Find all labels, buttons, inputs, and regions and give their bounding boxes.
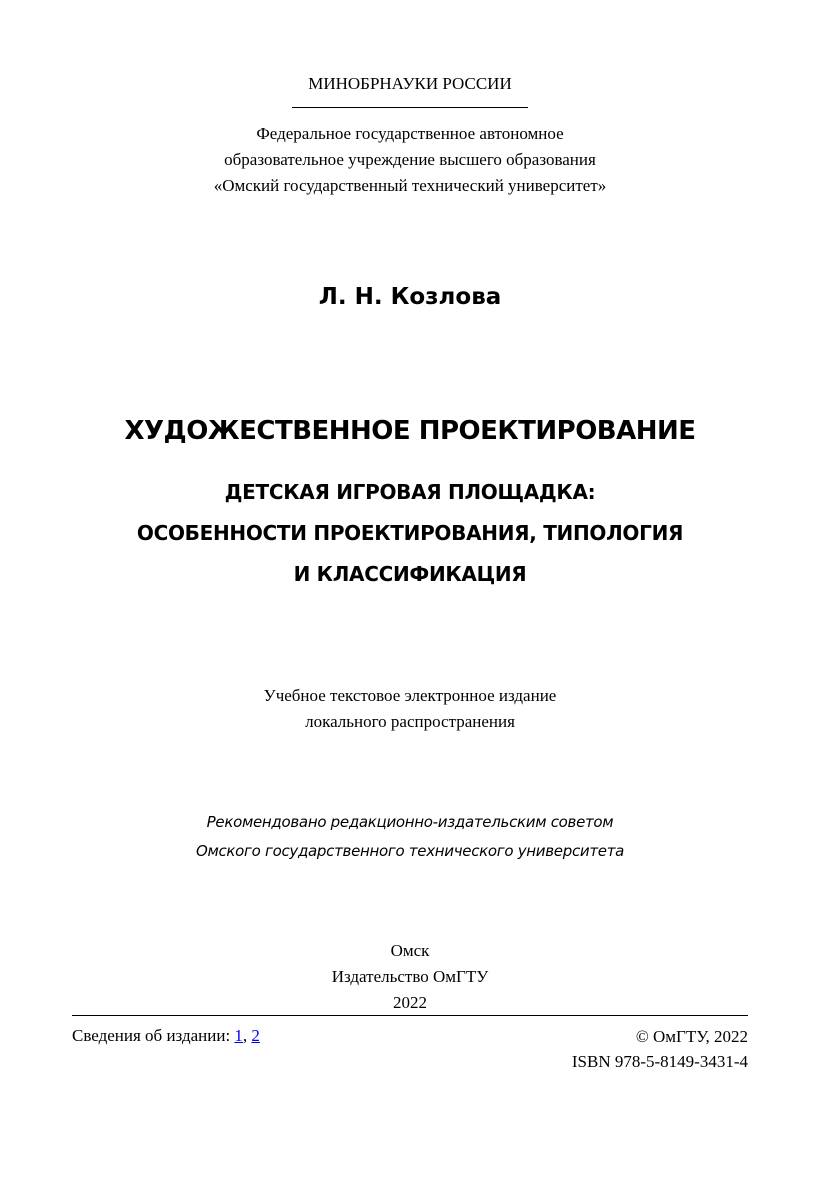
subtitle-line-3: И КЛАССИФИКАЦИЯ — [293, 562, 527, 586]
author-name: Л. Н. Козлова — [318, 284, 502, 310]
subtitle-line-2: ОСОБЕННОСТИ ПРОЕКТИРОВАНИЯ, ТИПОЛОГИЯ — [136, 521, 684, 545]
imprint-publisher: Издательство ОмГТУ — [331, 967, 489, 986]
book-title: ХУДОЖЕСТВЕННОЕ ПРОЕКТИРОВАНИЕ — [124, 416, 696, 446]
edition-info-link-2[interactable]: 2 — [251, 1026, 260, 1045]
edition-info — [72, 1024, 260, 1048]
copyright-block — [572, 1024, 748, 1074]
edition-info-link-1[interactable]: 1 — [234, 1026, 243, 1045]
institution-block — [0, 121, 820, 199]
copyright: © ОмГТУ, 2022 — [635, 1027, 748, 1046]
ministry-underline — [292, 107, 528, 108]
imprint-year: 2022 — [393, 993, 427, 1012]
book-subtitle — [0, 472, 820, 595]
edition-info-separator: , — [242, 1026, 248, 1045]
subtitle-line-1: ДЕТСКАЯ ИГРОВАЯ ПЛОЩАДКА: — [224, 480, 596, 504]
footer-divider — [72, 1015, 748, 1016]
institution-line-3: «Омский государственный технический университет» — [213, 176, 607, 195]
imprint-city: Омск — [390, 941, 430, 960]
institution-line-1: Федеральное государственное автономное — [256, 124, 564, 143]
edition-info-label: Сведения об издании: — [72, 1026, 231, 1045]
imprint-block — [0, 938, 820, 1016]
institution-line-2: образовательное учреждение высшего образования — [224, 150, 596, 169]
recommendation-note — [0, 808, 820, 866]
recommendation-line-2: Омского государственного технического университета — [195, 842, 625, 860]
recommendation-line-1: Рекомендовано редакционно-издательским советом — [206, 813, 614, 831]
isbn: ISBN 978-5-8149-3431-4 — [571, 1052, 748, 1071]
ministry-name: МИНОБРНАУКИ РОССИИ — [308, 74, 512, 93]
edition-type — [0, 683, 820, 735]
edition-line-2: локального распространения — [305, 712, 515, 731]
edition-line-1: Учебное текстовое электронное издание — [263, 686, 557, 705]
